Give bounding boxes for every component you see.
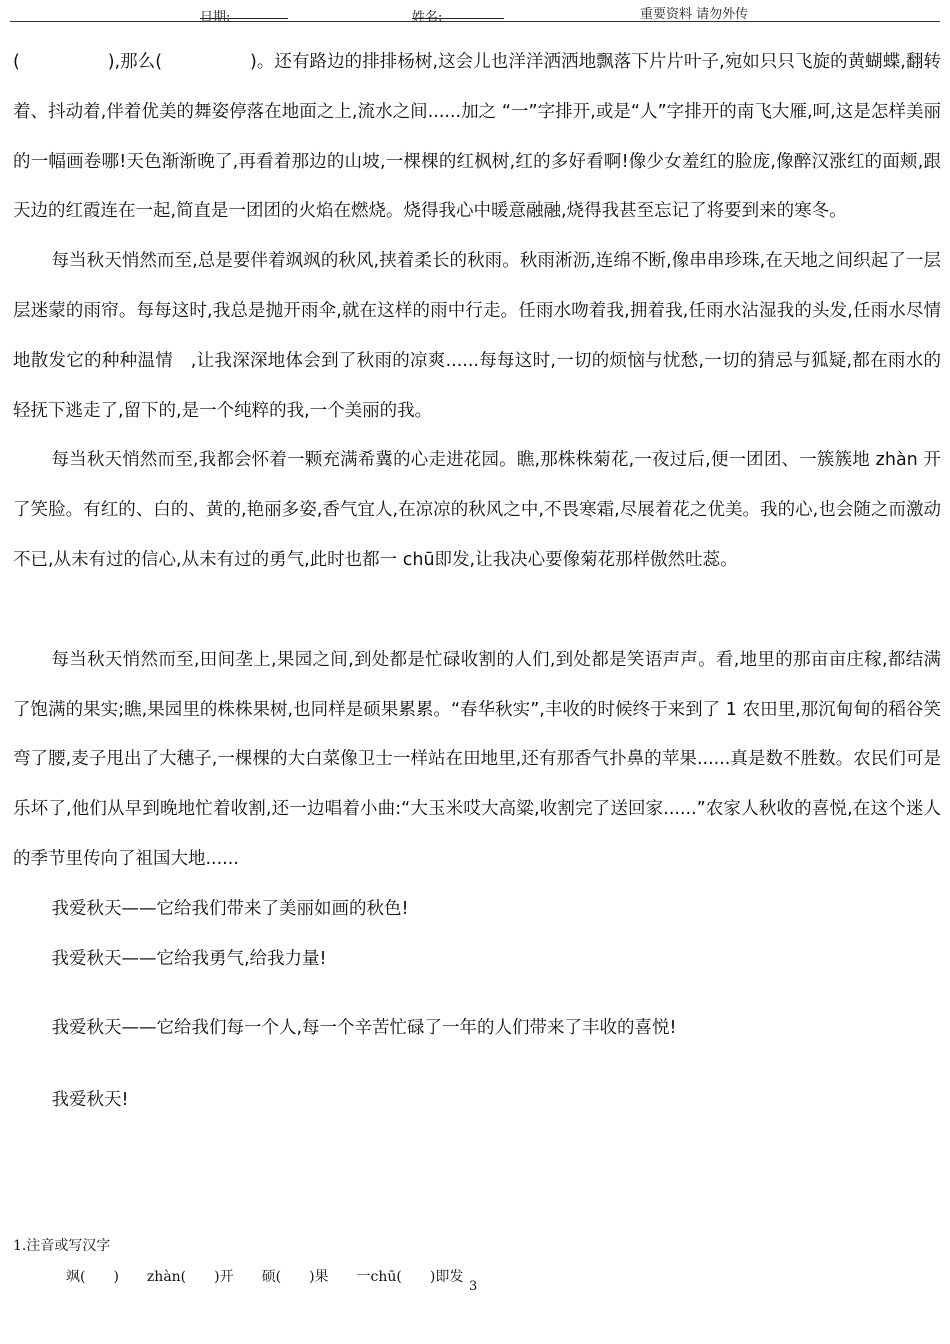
paragraph-chrysanthemum: 每当秋天悄然而至,我都会怀着一颗充满希冀的心走进花园。瞧,那株株菊花,一夜过后,便一团团、一簇簇地 zhàn 开了笑脸。有红的、白的、黄的,艳丽多姿,香气宜人,在凉凉的秋风之中,不畏寒霜,尽展着花之优美。我的心,也会随之而激动不已,从未有过的信心,从未有过的勇气,此时也都一 chū即发,让我决心要像菊花那样傲然吐蕊。 — [13, 450, 941, 570]
paragraph-love-harvest: 我爱秋天——它给我们每一个人,每一个辛苦忙碌了一年的人们带来了丰收的喜悦! — [51, 1018, 677, 1039]
paragraph-love-courage: 我爱秋天——它给我勇气,给我力量! — [51, 948, 327, 969]
paragraph-love-scenery: 我爱秋天——它给我们带来了美丽如画的秋色! — [51, 898, 409, 919]
date-label: 日期: — [200, 10, 231, 25]
confidential-notice: 重要资料 请勿外传 — [640, 7, 749, 22]
paragraph-love-autumn: 我爱秋天! — [51, 1090, 129, 1111]
page-number: 3 — [469, 1279, 478, 1294]
paragraph-spacer — [13, 586, 941, 636]
paragraph-harvest: 每当秋天悄然而至,田间垄上,果园之间,到处都是忙碌收割的人们,到处都是笑语声声。看,地里的那亩亩庄稼,都结满了饱满的果实;瞧,果园里的株株果树,也同样是硕果累累。“春华秋实”,丰收的时候终于来到了 1 农田里,那沉甸甸的稻谷笑弯了腰,麦子甩出了大穗子,一棵棵的大白菜像卫士一样站在田地里,还有那香气扑鼻的苹果......真是数不胜数。农民们可是乐坏了,他们从早到晚地忙着收割,还一边唱着小曲:“大玉米哎大高粱,收割完了送回家......”农家人秋收的喜悦,在这个迷人的季节里传向了祖国大地...... — [13, 649, 941, 869]
question-pinyin-line: 飒( ) zhàn( )开 硕( )果 一chū( )即发 — [66, 1269, 464, 1285]
page-header — [0, 0, 950, 25]
header-divider — [10, 21, 940, 22]
paragraph-spacer — [13, 1054, 941, 1076]
name-label: 姓名: — [412, 10, 443, 25]
question-title: 1.注音或写汉字 — [13, 1238, 111, 1254]
paragraph-autumn-rain: 每当秋天悄然而至,总是要伴着飒飒的秋风,挟着柔长的秋雨。秋雨淅沥,连绵不断,像串串珍珠,在天地之间织起了一层层迷蒙的雨帘。每每这时,我总是抛开雨伞,就在这样的雨中行走。任雨水吻着我,拥着我,任雨水沾湿我的头发,任雨水尽情地散发它的种种温情 ,让我深深地体会到了秋雨的凉爽......每每这时,一切的烦恼与忧愁,一切的猜忌与狐疑,都在雨水的轻抚下逃走了,留下的,是一个纯粹的我,一个美丽的我。 — [13, 251, 941, 421]
paragraph-spacer — [13, 984, 941, 1004]
name-blank — [412, 6, 504, 19]
essay-body — [13, 38, 941, 1126]
date-blank — [200, 6, 288, 19]
paragraph-autumn-scenery: ( ),那么( )。还有路边的排排杨树,这会儿也洋洋洒洒地飘落下片片叶子,宛如只只飞旋的黄蝴蝶,翻转着、抖动着,伴着优美的舞姿停落在地面之上,流水之间......加之 “一”字排开,或是“人”字排开的南飞大雁,呵,这是怎样美丽的一幅画卷哪!天色渐渐晚了,再看着那边的山坡,一棵棵的红枫树,红的多好看啊!像少女羞红的脸庞,像醉汉涨红的面颊,跟天边的红霞连在一起,简直是一团团的火焰在燃烧。烧得我心中暖意融融,烧得我甚至忘记了将要到来的寒冬。 — [13, 52, 941, 222]
